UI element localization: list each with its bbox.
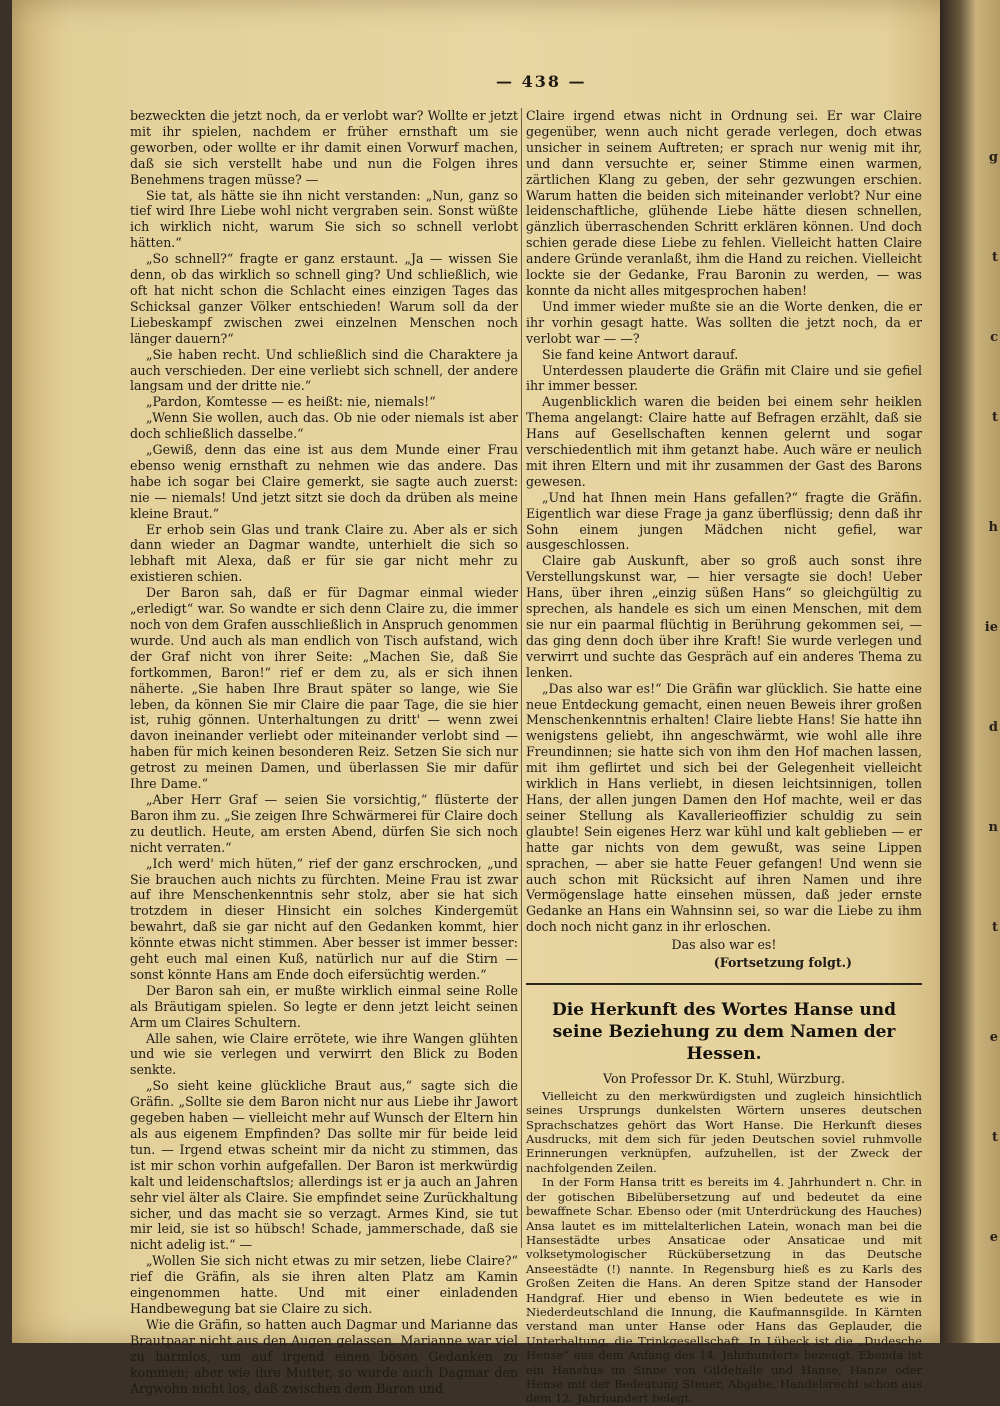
left-paragraph: Wie die Gräfin, so hatten auch Dagmar und Marianne das Brautpaar nicht aus den Augen gelassen. Marianne war viel zu harmlos, um auf irgend einen bösen Gedanken zu kommen; aber wie ihre Mutter, so wurde auch Dagmar den Argwohn nicht los, daß zwischen dem Baron und bbox=[130, 1316, 518, 1396]
right-paragraph: Und immer wieder mußte sie an die Worte denken, die er ihr vorhin gesagt hatte. Was sollten die jetzt noch, da er verlobt war — —? bbox=[526, 298, 922, 346]
left-paragraph: „So schnell?“ fragte er ganz erstaunt. „Ja — wissen Sie denn, ob das wirklich so schnell ging? Und schließlich, wie oft hat nicht schon die Schlacht eines einzigen Tages das Schicksal ganzer Völker entschieden! Warum soll da der Liebeskampf zwischen zwei einzelnen Menschen noch länger dauern?“ bbox=[130, 251, 518, 346]
section-rule bbox=[526, 983, 922, 985]
article-paragraph: In der Form Hansa tritt es bereits im 4. Jahrhundert n. Chr. in der gotischen Bibelübersetzung auf und bedeutet da eine bewaffnete Schar. Ebenso oder (mit Unterdrückung des Hauches) Ansa lautet es im mittelalterlichen Latein, wonach man bei die Hansestädte urbes Ansaticae oder Ansaticae und mit volksetymologischer Rückübersetzung in das Deutsche Anseestädte (!) nannte. In Regensburg hieß es zu Karls des Großen Zeiten die Hans. An deren Spitze stand der Hansoder Handgraf. Hier und ebenso in Wien bedeutete es wie in Niederdeutschland die Innung, die Kaufmannsgilde. In Kärnten verstand man unter Hanse oder Hans das Geplauder, die Unterhaltung, die Trinkgesellschaft. In Lübeck ist die „Dudesche Hense“ aus dem Anfang des 14. Jahrhunderts bezeugt. Ebenda ist ein Hanshus im Sinne von Gildehalle und Hanse, Hanze oder Hense mit der Bedeutung Steuer, Abgabe, Handelsrecht schon aus dem 12. Jahrhundert belegt. bbox=[526, 1175, 922, 1406]
article-body bbox=[526, 1089, 922, 1406]
left-paragraph: bezweckten die jetzt noch, da er verlobt war? Wollte er jetzt mit ihr spielen, nachdem er früher ernsthaft um sie geworben, oder wollte er ihr damit einen Vorwurf machen, daß sie sich verstellt habe und nun die Folgen ihres Benehmens tragen müsse? — bbox=[130, 108, 518, 187]
adjacent-page-edge bbox=[986, 0, 1000, 1343]
left-paragraph: „Ich werd' mich hüten,“ rief der ganz erschrocken, „und Sie brauchen auch nichts zu fürchten. Meine Frau ist zwar auf ihre Menschenkenntnis sehr stolz, aber sie hat sich trotzdem in dieser Hinsicht ein solches Kindergemüt bewahrt, daß sie gar nicht auf den Gedanken kommt, hier könnte etwas nicht stimmen. Aber besser ist immer besser: geht euch mal einen Kuß, natürlich nur auf die Stirn — sonst könnte Hans am Ende doch eifersüchtig werden.“ bbox=[130, 855, 518, 982]
article-paragraph: Vielleicht zu den merkwürdigsten und zugleich hinsichtlich seines Ursprungs dunkelsten Wörtern unseres deutschen Sprachschatzes gehört das Wort Hanse. Die Herkunft dieses Ausdrucks, mit dem sich für jeden Deutschen soviel ruhmvolle Erinnerungen verknüpfen, aufzuhellen, ist der Zweck der nachfolgenden Zeilen. bbox=[526, 1088, 922, 1175]
right-paragraph: Claire irgend etwas nicht in Ordnung sei. Er war Claire gegenüber, wenn auch nicht gerade verlegen, doch etwas unsicher in seinem Auftreten; er sprach nur wenig mit ihr, und dann versuchte er, seiner Stimme einen warmen, zärtlichen Klang zu geben, der sehr gezwungen erschien. Warum hatten die beiden sich miteinander verlobt? Nur eine leidenschaftliche, glühende Liebe hätte diesen schnellen, gänzlich überraschenden Schritt erklären können. Und doch schien gerade diese Liebe zu fehlen. Vielleicht hatten Claire andere Gründe veranlaßt, ihm die Hand zu reichen. Vielleicht lockte sie der Gedanke, Frau Baronin zu werden, — was konnte da nicht alles mitgesprochen haben! bbox=[526, 108, 922, 298]
page-number: — 438 — bbox=[496, 72, 587, 91]
right-paragraph: Unterdessen plauderte die Gräfin mit Claire und sie gefiel ihr immer besser. bbox=[526, 362, 922, 394]
left-paragraph: „Pardon, Komtesse — es heißt: nie, niemals!“ bbox=[146, 394, 436, 410]
edge-letter: c bbox=[990, 330, 998, 345]
edge-letter: ie bbox=[984, 620, 998, 635]
left-paragraph: „Wenn Sie wollen, auch das. Ob nie oder niemals ist aber doch schließlich dasselbe.“ bbox=[130, 410, 518, 442]
edge-letter: e bbox=[989, 1030, 998, 1045]
closing-line: Das also war es! bbox=[671, 937, 777, 953]
left-paragraph: „So sieht keine glückliche Braut aus,“ sagte sich die Gräfin. „Sollte sie dem Baron nicht nur aus Liebe ihr Jawort gegeben haben — vielleicht mehr auf Wunsch der Eltern hin als aus eigenem Empfinden? Das sollte mir für beide leid tun. — Irgend etwas scheint mir da nicht zu stimmen, das ist mir schon vorhin aufgefallen. Der Baron ist merkwürdig kalt und leidenschaftslos; allerdings ist er ja auch an Jahren sehr viel älter als Claire. Sie empfindet seine Zurückhaltung sicher, und das macht sie so verzagt. Armes Kind, sie tut mir leid, sie ist so hübsch! Schade, jammerschade, daß sie nicht adelig ist.“ — bbox=[130, 1078, 518, 1253]
article-byline: Von Professor Dr. K. Stuhl, Würzburg. bbox=[603, 1070, 845, 1086]
left-paragraph: Der Baron sah ein, er mußte wirklich einmal seine Rolle als Bräutigam spielen. So legte er denn jetzt leicht seinen Arm um Claires Schultern. bbox=[130, 982, 518, 1030]
left-paragraph: Alle sahen, wie Claire errötete, wie ihre Wangen glühten und wie sie verlegen und verwirrt den Blick zu Boden senkte. bbox=[130, 1030, 518, 1078]
right-paragraph: „Und hat Ihnen mein Hans gefallen?“ fragte die Gräfin. Eigentlich war diese Frage ja ganz überflüssig; denn daß ihr Sohn einem jungen Mädchen nicht gefiel, war ausgeschlossen. bbox=[526, 489, 922, 553]
article-title: Die Herkunft des Wortes Hanse und seine Beziehung zu dem Namen der Hessen. bbox=[551, 999, 897, 1064]
right-paragraph: Augenblicklich waren die beiden bei einem sehr heiklen Thema angelangt: Claire hatte auf Befragen erzählt, daß sie Hans auf Gesellschaften kennen gelernt und sogar verschiedentlich mit ihm getanzt habe. Auch wäre er neulich mit ihren Eltern und mit ihr zusammen der Gast des Barons gewesen. bbox=[526, 394, 922, 489]
left-column bbox=[130, 108, 518, 1396]
edge-letter: h bbox=[988, 520, 998, 535]
right-paragraph: Sie fand keine Antwort darauf. bbox=[542, 346, 739, 362]
edge-letter: g bbox=[988, 150, 998, 165]
edge-letter: t bbox=[991, 250, 998, 265]
right-paragraph: „Das also war es!“ Die Gräfin war glücklich. Sie hatte eine neue Entdeckung gemacht, einen neuen Beweis ihrer großen Menschenkenntnis erhalten! Claire liebte Hans! Sie hatte ihn wenigstens geliebt, ihn angeschwärmt, wie wohl alle ihre Freundinnen; sie hatte sich von ihm den Hof machen lassen, mit ihm geflirtet und sich bei der Gelegenheit vielleicht wirklich in Hans verliebt, in diesen leichtsinnigen, tollen Hans, der allen jungen Damen den Hof machte, weil er das seiner Stellung als Kavallerieoffizier schuldig zu sein glaubte! Sein eigenes Herz war kühl und kalt geblieben — er hatte gar nichts von dem gewußt, was seine Lippen sprachen, — aber sie hatte Feuer gefangen! Und wenn sie auch schon mit Rücksicht auf ihren Namen und ihre Vermögenslage hatte einsehen müssen, daß jeder ernste Gedanke an Hans ein Wahnsinn sei, so war die Liebe zu ihm doch noch nicht ganz in ihr erloschen. bbox=[526, 680, 922, 935]
left-paragraph: Sie tat, als hätte sie ihn nicht verstanden: „Nun, ganz so tief wird Ihre Liebe wohl nicht vergraben sein. Sonst wüßte ich wirklich nicht, warum Sie sich so schnell verlobt hätten.“ bbox=[130, 187, 518, 251]
edge-letter: t bbox=[991, 410, 998, 425]
edge-letter: n bbox=[988, 820, 998, 835]
continuation-note: (Fortsetzung folgt.) bbox=[713, 955, 852, 971]
left-paragraph: Er erhob sein Glas und trank Claire zu. Aber als er sich dann wieder an Dagmar wandte, unterhielt die sich so lebhaft mit Alexa, daß er für sie gar nicht mehr zu existieren schien. bbox=[130, 521, 518, 585]
column-divider bbox=[521, 108, 522, 1248]
left-paragraph: „Aber Herr Graf — seien Sie vorsichtig,“ flüsterte der Baron ihm zu. „Sie zeigen Ihre Schwärmerei für Claire doch zu deutlich. Heute, am ersten Abend, dürfen Sie sich noch nicht verraten.“ bbox=[130, 791, 518, 855]
edge-letter: e bbox=[989, 1230, 998, 1245]
left-paragraph: Der Baron sah, daß er für Dagmar einmal wieder „erledigt“ war. So wandte er sich denn Claire zu, die immer noch von dem Grafen ausschließlich in Anspruch genommen wurde. Und auch als man endlich von Tisch aufstand, wich der Graf nicht von ihrer Seite: „Machen Sie, daß Sie fortkommen, Baron!“ rief er dem zu, als er sich ihnen näherte. „Sie haben Ihre Braut später so lange, wie Sie leben, da können Sie mir Claire die paar Tage, die sie hier ist, ruhig gönnen. Unterhaltungen zu dritt' — wenn zwei davon ineinander verliebt oder miteinander verlobt sind — haben für mich keinen besonderen Reiz. Setzen Sie sich nur getrost zu meinen Damen, und überlassen Sie mir dafür Ihre Dame.“ bbox=[130, 585, 518, 792]
edge-letter: t bbox=[991, 1130, 998, 1145]
left-paragraph: „Sie haben recht. Und schließlich sind die Charaktere ja auch verschieden. Der eine verliebt sich schnell, der andere langsam und der dritte nie.“ bbox=[130, 346, 518, 394]
right-column bbox=[526, 108, 922, 1406]
left-paragraph: „Wollen Sie sich nicht etwas zu mir setzen, liebe Claire?“ rief die Gräfin, als sie ihren alten Platz am Kamin eingenommen hatte. Und mit einer einladenden Handbewegung bat sie Claire zu sich. bbox=[130, 1253, 518, 1316]
left-paragraph: „Gewiß, denn das eine ist aus dem Munde einer Frau ebenso wenig ernsthaft zu nehmen wie das andere. Das habe ich sogar bei Claire gemerkt, sie sagte auch zuerst: nie — niemals! Und jetzt sitzt sie doch da drüben als meine kleine Braut.“ bbox=[130, 442, 518, 521]
edge-letter: d bbox=[988, 720, 998, 735]
book-spine bbox=[940, 0, 1000, 1343]
edge-letter: t bbox=[991, 920, 998, 935]
right-paragraph: Claire gab Auskunft, aber so groß auch sonst ihre Verstellungskunst war, — hier versagte sie doch! Ueber Hans, über ihren „einzig süßen Hans“ so gleichgültig zu sprechen, als handele es sich um einen Menschen, mit dem sie nur ein paarmal flüchtig in Berührung gekommen sei, — das ging denn doch über ihre Kraft! Sie wurde verlegen und verwirrt und suchte das Gespräch auf ein anderes Thema zu lenken. bbox=[526, 553, 922, 680]
newspaper-page bbox=[12, 0, 960, 1406]
